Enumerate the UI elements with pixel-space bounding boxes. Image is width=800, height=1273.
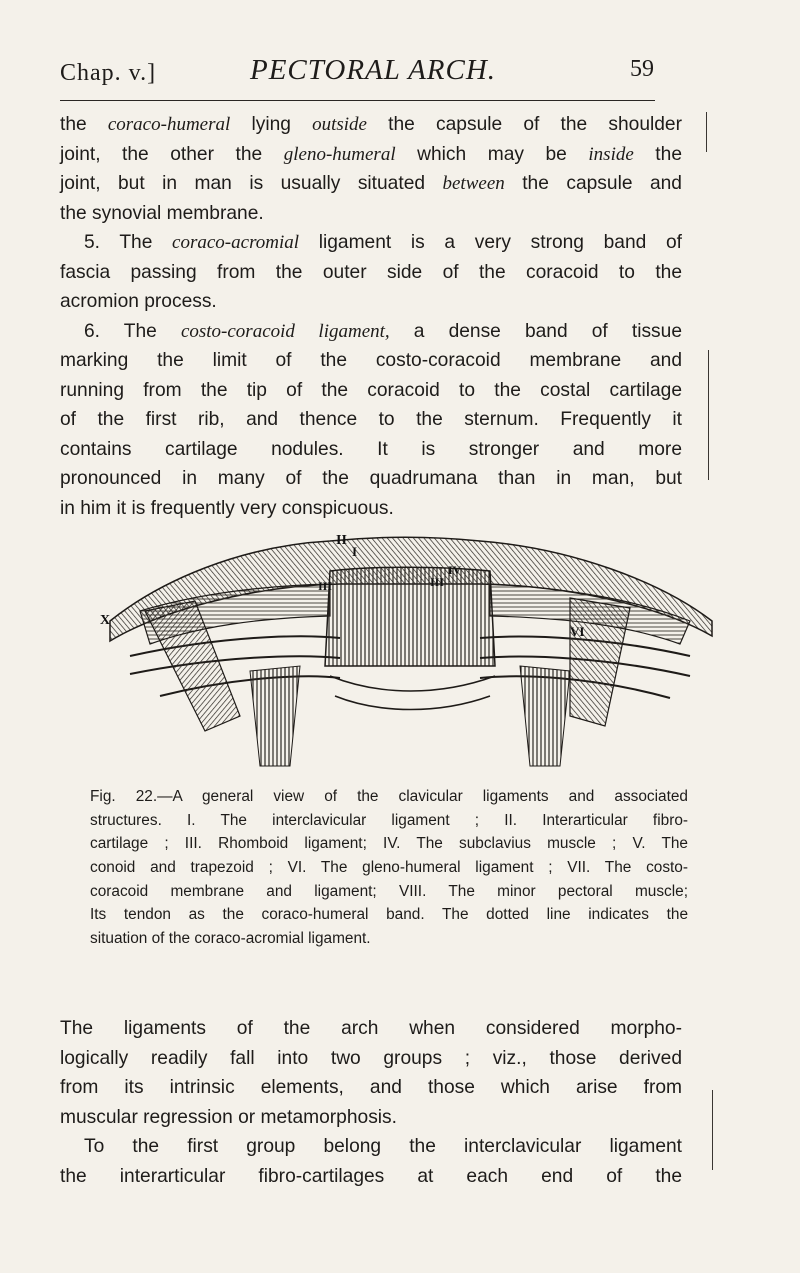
text-line: the coraco-humeral lying outside the capsule of the shoulder bbox=[60, 114, 682, 135]
text-line: acromion process. bbox=[60, 291, 217, 312]
figure-label: X bbox=[100, 613, 111, 628]
running-title: PECTORAL ARCH. bbox=[250, 54, 497, 86]
text-line: contains cartilage nodules. It is stronger and more bbox=[60, 438, 682, 460]
figure-clavicular-ligaments bbox=[100, 526, 720, 771]
text-line: of the first rib, and thence to the sternum. Frequently it bbox=[60, 409, 682, 430]
figure-label: VI bbox=[570, 624, 585, 639]
margin-bleed-mark bbox=[712, 1090, 713, 1170]
text-line: fascia passing from the outer side of the coracoid to the bbox=[60, 261, 682, 283]
chapter-label: Chap. v.] bbox=[60, 60, 157, 86]
caption-line: Its tendon as the coraco-humeral band. The dotted line indicates the bbox=[90, 906, 688, 924]
figure-label: II bbox=[336, 533, 347, 548]
text-line: joint, the other the gleno-humeral which may be inside the bbox=[60, 143, 682, 165]
text-line: The ligaments of the arch when considered morpho- bbox=[60, 1018, 682, 1039]
text-line: in him it is frequently very conspicuous. bbox=[60, 497, 394, 519]
figure-label: III bbox=[430, 575, 445, 589]
caption-line: coracoid membrane and ligament; VIII. The minor pectoral muscle; bbox=[90, 882, 688, 900]
caption-line: Fig. 22.—A general view of the clavicular ligaments and associated bbox=[90, 788, 688, 805]
text-line: marking the limit of the costo-coracoid membrane and bbox=[60, 350, 682, 371]
page-number: 59 bbox=[630, 56, 654, 82]
item-6-line: 6. The costo-coracoid ligament, a dense band of tissue bbox=[84, 320, 682, 342]
text-line: the interarticular fibro-cartilages at each end of the bbox=[60, 1165, 682, 1187]
text-line: from its intrinsic elements, and those which arise from bbox=[60, 1077, 682, 1098]
body-text-bottom bbox=[60, 1014, 682, 1191]
text-line: muscular regression or metamorphosis. bbox=[60, 1106, 397, 1128]
figure-label: III bbox=[318, 579, 333, 593]
text-line: the synovial membrane. bbox=[60, 202, 264, 224]
margin-bleed-mark bbox=[708, 350, 709, 480]
text-line: logically readily fall into two groups ; viz., those derived bbox=[60, 1047, 682, 1069]
figure-caption bbox=[90, 785, 688, 951]
caption-line: cartilage ; III. Rhomboid ligament; IV. The subclavius muscle ; V. The bbox=[90, 835, 688, 853]
figure-label: IV bbox=[448, 563, 462, 577]
body-text-top bbox=[60, 110, 682, 523]
item-5-line: 5. The coraco-acromial ligament is a very strong band of bbox=[84, 232, 682, 253]
text-line: pronounced in many of the quadrumana than in man, but bbox=[60, 468, 682, 489]
text-line: running from the tip of the coracoid to the costal cartilage bbox=[60, 379, 682, 401]
caption-line: structures. I. The interclavicular ligament ; II. Interarticular fibro- bbox=[90, 811, 688, 829]
caption-line: situation of the coraco-acromial ligament. bbox=[90, 930, 371, 948]
caption-line: conoid and trapezoid ; VI. The gleno-humeral ligament ; VII. The costo- bbox=[90, 859, 688, 877]
sternum-shape bbox=[325, 567, 495, 666]
text-line: To the first group belong the interclavicular ligament bbox=[84, 1136, 682, 1157]
margin-bleed-mark bbox=[706, 112, 707, 152]
figure-label: I bbox=[352, 544, 358, 559]
anatomical-engraving bbox=[100, 526, 720, 771]
running-head bbox=[60, 52, 660, 92]
header-rule bbox=[60, 100, 655, 101]
text-line: joint, but in man is usually situated between the capsule and bbox=[60, 173, 682, 194]
